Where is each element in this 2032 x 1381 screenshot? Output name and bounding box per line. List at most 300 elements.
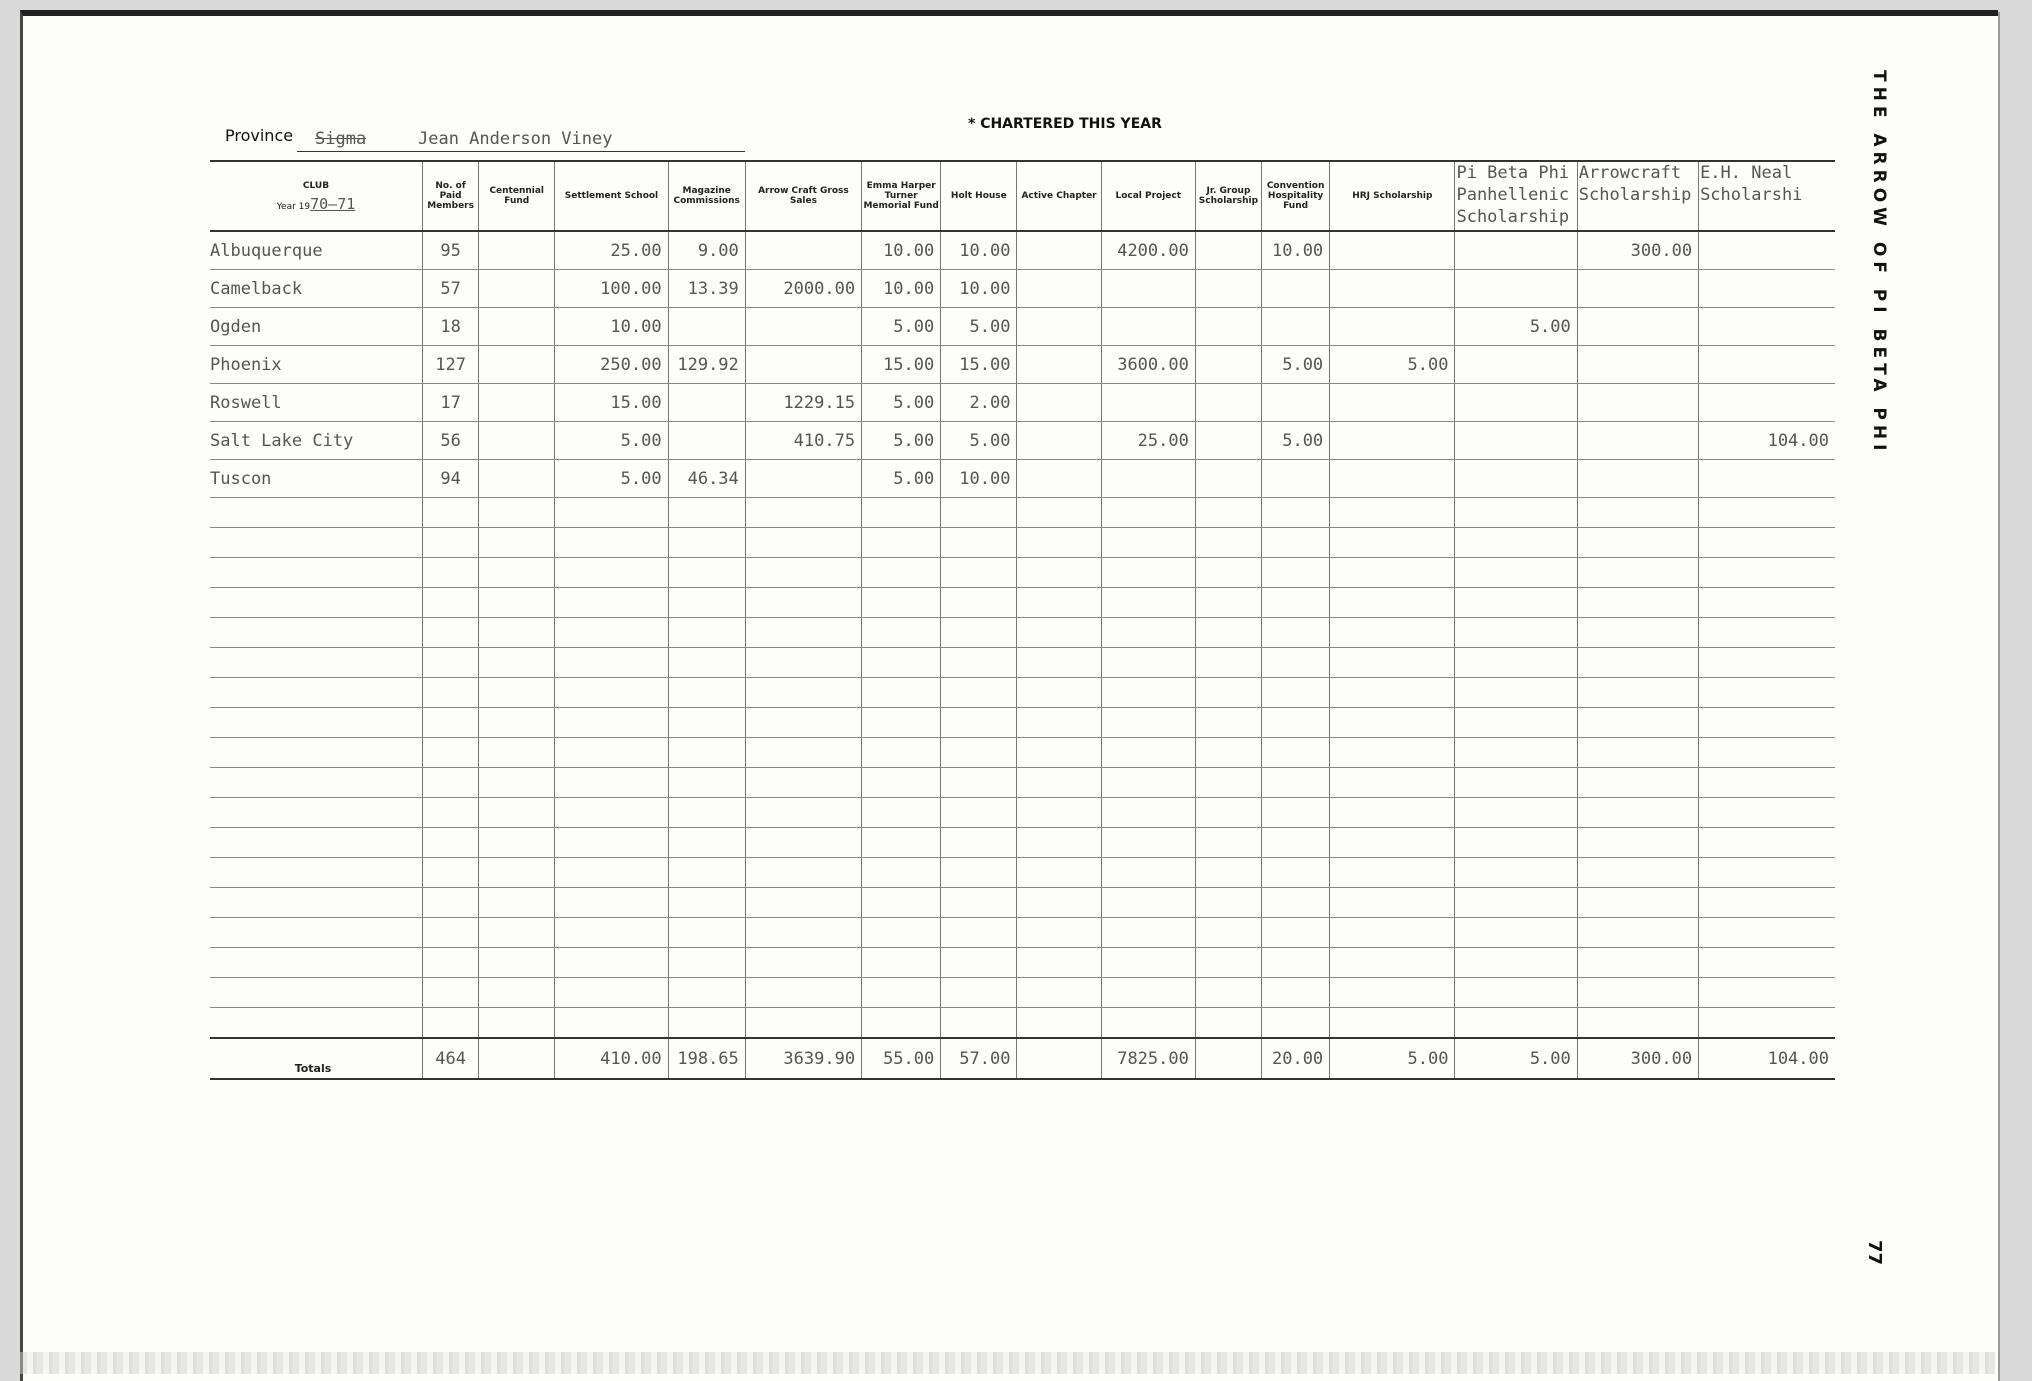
blank-cell: [555, 498, 668, 528]
blank-cell: [1455, 768, 1577, 798]
totals-cell: 300.00: [1577, 1038, 1698, 1079]
table-cell: [668, 308, 745, 346]
table-cell: [479, 270, 555, 308]
blank-cell: [1101, 678, 1195, 708]
col-header: Convention Hospitality Fund: [1262, 161, 1330, 231]
blank-cell: [1017, 498, 1101, 528]
blank-cell: [862, 588, 941, 618]
table-cell: [1455, 346, 1577, 384]
blank-cell: [1577, 708, 1698, 738]
blank-cell: [1330, 528, 1455, 558]
table-cell: [1195, 270, 1261, 308]
blank-cell: [745, 558, 861, 588]
blank-cell: [1330, 678, 1455, 708]
year-value: 70–71: [310, 194, 356, 213]
blank-cell: [555, 588, 668, 618]
blank-cell: [1330, 978, 1455, 1008]
blank-cell: [555, 888, 668, 918]
blank-cell: [941, 978, 1017, 1008]
blank-cell: [1017, 1008, 1101, 1039]
blank-row: [210, 858, 1835, 888]
totals-cell: 3639.90: [745, 1038, 861, 1079]
table-cell: [1195, 346, 1261, 384]
blank-cell: [1330, 588, 1455, 618]
blank-cell: [941, 588, 1017, 618]
blank-cell: [668, 558, 745, 588]
blank-row: [210, 888, 1835, 918]
table-cell: [1699, 384, 1835, 422]
blank-cell: [1195, 1008, 1261, 1039]
blank-row: [210, 558, 1835, 588]
blank-cell: [1101, 528, 1195, 558]
table-cell: 15.00: [941, 346, 1017, 384]
blank-cell: [745, 768, 861, 798]
blank-cell: [1262, 1008, 1330, 1039]
blank-cell: [479, 858, 555, 888]
blank-cell: [1699, 948, 1835, 978]
blank-cell: [479, 828, 555, 858]
blank-cell: [668, 768, 745, 798]
blank-cell: [862, 858, 941, 888]
blank-cell: [1455, 588, 1577, 618]
col-header: Centennial Fund: [479, 161, 555, 231]
blank-cell: [1330, 858, 1455, 888]
blank-cell: [479, 948, 555, 978]
blank-cell: [668, 528, 745, 558]
blank-cell: [1577, 588, 1698, 618]
blank-cell: [1577, 798, 1698, 828]
blank-cell: [1017, 768, 1101, 798]
blank-cell: [862, 978, 941, 1008]
blank-cell: [1455, 948, 1577, 978]
blank-cell: [668, 828, 745, 858]
table-cell: [479, 422, 555, 460]
blank-cell: [1195, 948, 1261, 978]
blank-cell: [1195, 768, 1261, 798]
blank-cell: [745, 618, 861, 648]
blank-cell: [479, 798, 555, 828]
totals-cell: 464: [423, 1038, 479, 1079]
table-cell: 1229.15: [745, 384, 861, 422]
blank-cell: [555, 828, 668, 858]
table-cell: [668, 384, 745, 422]
table-cell: [745, 346, 861, 384]
table-cell: 5.00: [862, 422, 941, 460]
blank-cell: [1017, 828, 1101, 858]
blank-cell: [1017, 918, 1101, 948]
blank-cell: [210, 708, 423, 738]
col-header: Holt House: [941, 161, 1017, 231]
blank-cell: [555, 798, 668, 828]
blank-cell: [1699, 498, 1835, 528]
blank-cell: [555, 738, 668, 768]
table-cell: 94: [423, 460, 479, 498]
blank-cell: [1262, 588, 1330, 618]
blank-cell: [1577, 918, 1698, 948]
blank-cell: [1017, 618, 1101, 648]
blank-cell: [1330, 648, 1455, 678]
blank-cell: [862, 618, 941, 648]
blank-cell: [1101, 738, 1195, 768]
table-cell: 57: [423, 270, 479, 308]
totals-cell: 57.00: [941, 1038, 1017, 1079]
blank-cell: [210, 528, 423, 558]
blank-cell: [1262, 888, 1330, 918]
blank-cell: [745, 678, 861, 708]
blank-cell: [210, 948, 423, 978]
blank-cell: [1101, 828, 1195, 858]
blank-cell: [1101, 708, 1195, 738]
blank-cell: [1101, 918, 1195, 948]
blank-cell: [941, 558, 1017, 588]
col-header: HRJ Scholarship: [1330, 161, 1455, 231]
table-cell: 9.00: [668, 231, 745, 270]
blank-cell: [941, 948, 1017, 978]
blank-cell: [423, 918, 479, 948]
blank-row: [210, 918, 1835, 948]
blank-cell: [1455, 858, 1577, 888]
blank-cell: [1262, 618, 1330, 648]
blank-cell: [745, 828, 861, 858]
table-cell: [1017, 346, 1101, 384]
blank-row: [210, 768, 1835, 798]
table-cell: [668, 422, 745, 460]
blank-cell: [1195, 798, 1261, 828]
blank-cell: [862, 828, 941, 858]
year-header: [211, 194, 421, 213]
blank-cell: [862, 738, 941, 768]
blank-cell: [210, 498, 423, 528]
blank-cell: [668, 798, 745, 828]
table-cell: [1577, 346, 1698, 384]
table-cell: 25.00: [1101, 422, 1195, 460]
totals-cell: 198.65: [668, 1038, 745, 1079]
province-person: Jean Anderson Viney: [418, 129, 613, 149]
blank-cell: [941, 498, 1017, 528]
table-cell: [1017, 460, 1101, 498]
blank-cell: [862, 918, 941, 948]
blank-cell: [1455, 648, 1577, 678]
club-name: Salt Lake City: [210, 422, 423, 460]
blank-cell: [479, 648, 555, 678]
col-header: Arrowcraft Scholarship: [1577, 161, 1698, 231]
blank-cell: [210, 648, 423, 678]
blank-cell: [941, 738, 1017, 768]
blank-cell: [1262, 948, 1330, 978]
blank-cell: [479, 708, 555, 738]
blank-row: [210, 738, 1835, 768]
blank-cell: [555, 948, 668, 978]
table-cell: 13.39: [668, 270, 745, 308]
table-row: [210, 270, 1835, 308]
blank-cell: [1017, 978, 1101, 1008]
blank-cell: [423, 678, 479, 708]
blank-cell: [862, 768, 941, 798]
table-cell: [1330, 231, 1455, 270]
blank-cell: [1577, 1008, 1698, 1039]
totals-label: Totals: [210, 1038, 423, 1079]
blank-cell: [479, 528, 555, 558]
table-cell: 10.00: [862, 270, 941, 308]
table-cell: [1262, 384, 1330, 422]
totals-cell: 7825.00: [1101, 1038, 1195, 1079]
blank-cell: [941, 768, 1017, 798]
table-cell: [745, 231, 861, 270]
table-cell: [1017, 422, 1101, 460]
blank-cell: [1101, 1008, 1195, 1039]
blank-cell: [1455, 888, 1577, 918]
totals-cell: 55.00: [862, 1038, 941, 1079]
table-cell: [1017, 308, 1101, 346]
blank-cell: [1699, 618, 1835, 648]
blank-cell: [1455, 738, 1577, 768]
blank-cell: [1455, 678, 1577, 708]
blank-cell: [555, 768, 668, 798]
blank-cell: [1577, 948, 1698, 978]
table-cell: 95: [423, 231, 479, 270]
blank-cell: [1101, 768, 1195, 798]
col-header: Settlement School: [555, 161, 668, 231]
table-cell: 5.00: [555, 422, 668, 460]
blank-cell: [745, 648, 861, 678]
club-ledger-table: [210, 160, 1835, 1080]
table-cell: [1195, 308, 1261, 346]
blank-cell: [1330, 558, 1455, 588]
table-cell: [479, 231, 555, 270]
table-cell: [1455, 270, 1577, 308]
blank-cell: [555, 708, 668, 738]
blank-cell: [745, 888, 861, 918]
blank-cell: [1577, 828, 1698, 858]
blank-cell: [668, 618, 745, 648]
blank-cell: [210, 678, 423, 708]
blank-cell: [1330, 708, 1455, 738]
blank-cell: [1455, 918, 1577, 948]
table-cell: [479, 308, 555, 346]
blank-cell: [1455, 498, 1577, 528]
blank-cell: [941, 618, 1017, 648]
blank-cell: [479, 588, 555, 618]
blank-cell: [479, 678, 555, 708]
blank-cell: [555, 678, 668, 708]
blank-cell: [1262, 738, 1330, 768]
blank-row: [210, 798, 1835, 828]
blank-cell: [1195, 498, 1261, 528]
table-cell: [1330, 308, 1455, 346]
table-cell: [1017, 270, 1101, 308]
club-header-label: CLUB: [302, 180, 330, 191]
blank-cell: [555, 618, 668, 648]
blank-cell: [210, 858, 423, 888]
blank-cell: [1262, 708, 1330, 738]
blank-cell: [1017, 888, 1101, 918]
col-header: No. of Paid Members: [423, 161, 479, 231]
table-cell: [1330, 270, 1455, 308]
table-cell: [1195, 231, 1261, 270]
blank-cell: [1330, 1008, 1455, 1039]
blank-cell: [1262, 918, 1330, 948]
blank-cell: [1699, 828, 1835, 858]
blank-cell: [1017, 588, 1101, 618]
blank-cell: [479, 978, 555, 1008]
province-name: Sigma: [315, 129, 367, 149]
table-cell: 10.00: [941, 270, 1017, 308]
blank-row: [210, 648, 1835, 678]
blank-cell: [1017, 648, 1101, 678]
table-cell: [1262, 270, 1330, 308]
blank-cell: [745, 978, 861, 1008]
province-label: Province: [225, 126, 294, 145]
blank-cell: [1330, 798, 1455, 828]
table-cell: 4200.00: [1101, 231, 1195, 270]
table-cell: 100.00: [555, 270, 668, 308]
blank-cell: [862, 528, 941, 558]
blank-cell: [1577, 768, 1698, 798]
blank-cell: [1101, 858, 1195, 888]
table-cell: [1017, 384, 1101, 422]
blank-cell: [1577, 528, 1698, 558]
club-name: Camelback: [210, 270, 423, 308]
blank-cell: [1330, 948, 1455, 978]
blank-cell: [862, 648, 941, 678]
blank-cell: [1699, 888, 1835, 918]
table-cell: [1455, 460, 1577, 498]
ledger-body: [210, 231, 1835, 1079]
blank-cell: [1195, 528, 1261, 558]
table-cell: 15.00: [555, 384, 668, 422]
blank-cell: [479, 558, 555, 588]
table-cell: 5.00: [1330, 346, 1455, 384]
table-cell: 2.00: [941, 384, 1017, 422]
blank-cell: [862, 678, 941, 708]
blank-cell: [1455, 828, 1577, 858]
totals-cell: 104.00: [1699, 1038, 1835, 1079]
blank-cell: [862, 1008, 941, 1039]
blank-cell: [1262, 858, 1330, 888]
blank-row: [210, 618, 1835, 648]
table-cell: 10.00: [555, 308, 668, 346]
blank-cell: [1195, 558, 1261, 588]
club-name: Roswell: [210, 384, 423, 422]
table-cell: 5.00: [862, 308, 941, 346]
blank-row: [210, 588, 1835, 618]
blank-cell: [479, 618, 555, 648]
blank-cell: [1699, 858, 1835, 888]
table-cell: [1577, 270, 1698, 308]
blank-cell: [1017, 738, 1101, 768]
blank-cell: [862, 708, 941, 738]
blank-cell: [555, 648, 668, 678]
blank-cell: [1101, 978, 1195, 1008]
table-cell: 5.00: [1262, 422, 1330, 460]
blank-cell: [1195, 588, 1261, 618]
blank-cell: [479, 498, 555, 528]
blank-cell: [210, 588, 423, 618]
table-cell: 56: [423, 422, 479, 460]
totals-cell: [1195, 1038, 1261, 1079]
blank-cell: [555, 918, 668, 948]
blank-cell: [423, 708, 479, 738]
blank-cell: [745, 798, 861, 828]
blank-cell: [745, 948, 861, 978]
table-cell: 5.00: [1455, 308, 1577, 346]
blank-cell: [210, 978, 423, 1008]
blank-cell: [668, 1008, 745, 1039]
table-cell: 3600.00: [1101, 346, 1195, 384]
table-cell: [1330, 422, 1455, 460]
table-cell: [1101, 384, 1195, 422]
blank-cell: [668, 948, 745, 978]
table-cell: 104.00: [1699, 422, 1835, 460]
table-cell: [1577, 384, 1698, 422]
totals-cell: 20.00: [1262, 1038, 1330, 1079]
blank-row: [210, 678, 1835, 708]
blank-cell: [1330, 618, 1455, 648]
col-header: Magazine Commissions: [668, 161, 745, 231]
blank-cell: [1195, 678, 1261, 708]
blank-cell: [1017, 708, 1101, 738]
blank-cell: [1017, 858, 1101, 888]
blank-cell: [1330, 888, 1455, 918]
club-header: [210, 161, 423, 231]
blank-row: [210, 948, 1835, 978]
table-cell: [1101, 460, 1195, 498]
table-cell: [1699, 346, 1835, 384]
blank-cell: [1195, 648, 1261, 678]
blank-cell: [941, 858, 1017, 888]
table-cell: [1699, 270, 1835, 308]
blank-cell: [1455, 708, 1577, 738]
blank-cell: [668, 708, 745, 738]
blank-cell: [423, 798, 479, 828]
blank-cell: [423, 828, 479, 858]
col-header: Arrow Craft Gross Sales: [745, 161, 861, 231]
blank-cell: [862, 888, 941, 918]
totals-cell: [1017, 1038, 1101, 1079]
table-cell: [479, 460, 555, 498]
header-row: [210, 161, 1835, 231]
totals-cell: [479, 1038, 555, 1079]
blank-cell: [423, 978, 479, 1008]
blank-cell: [479, 768, 555, 798]
table-cell: [1330, 384, 1455, 422]
blank-cell: [1101, 948, 1195, 978]
blank-cell: [423, 558, 479, 588]
table-row: [210, 460, 1835, 498]
table-cell: 300.00: [1577, 231, 1698, 270]
blank-cell: [1101, 888, 1195, 918]
blank-cell: [210, 888, 423, 918]
blank-cell: [668, 588, 745, 618]
blank-cell: [423, 588, 479, 618]
table-cell: 250.00: [555, 346, 668, 384]
scan-edge: [20, 1352, 1995, 1374]
blank-cell: [210, 798, 423, 828]
table-cell: [1699, 460, 1835, 498]
blank-cell: [1262, 828, 1330, 858]
blank-cell: [423, 768, 479, 798]
blank-cell: [423, 648, 479, 678]
table-cell: [1455, 422, 1577, 460]
blank-cell: [1699, 978, 1835, 1008]
blank-cell: [668, 498, 745, 528]
table-cell: [1699, 231, 1835, 270]
blank-cell: [1330, 918, 1455, 948]
table-cell: [1577, 460, 1698, 498]
blank-cell: [1455, 528, 1577, 558]
table-cell: 410.75: [745, 422, 861, 460]
blank-cell: [1699, 648, 1835, 678]
